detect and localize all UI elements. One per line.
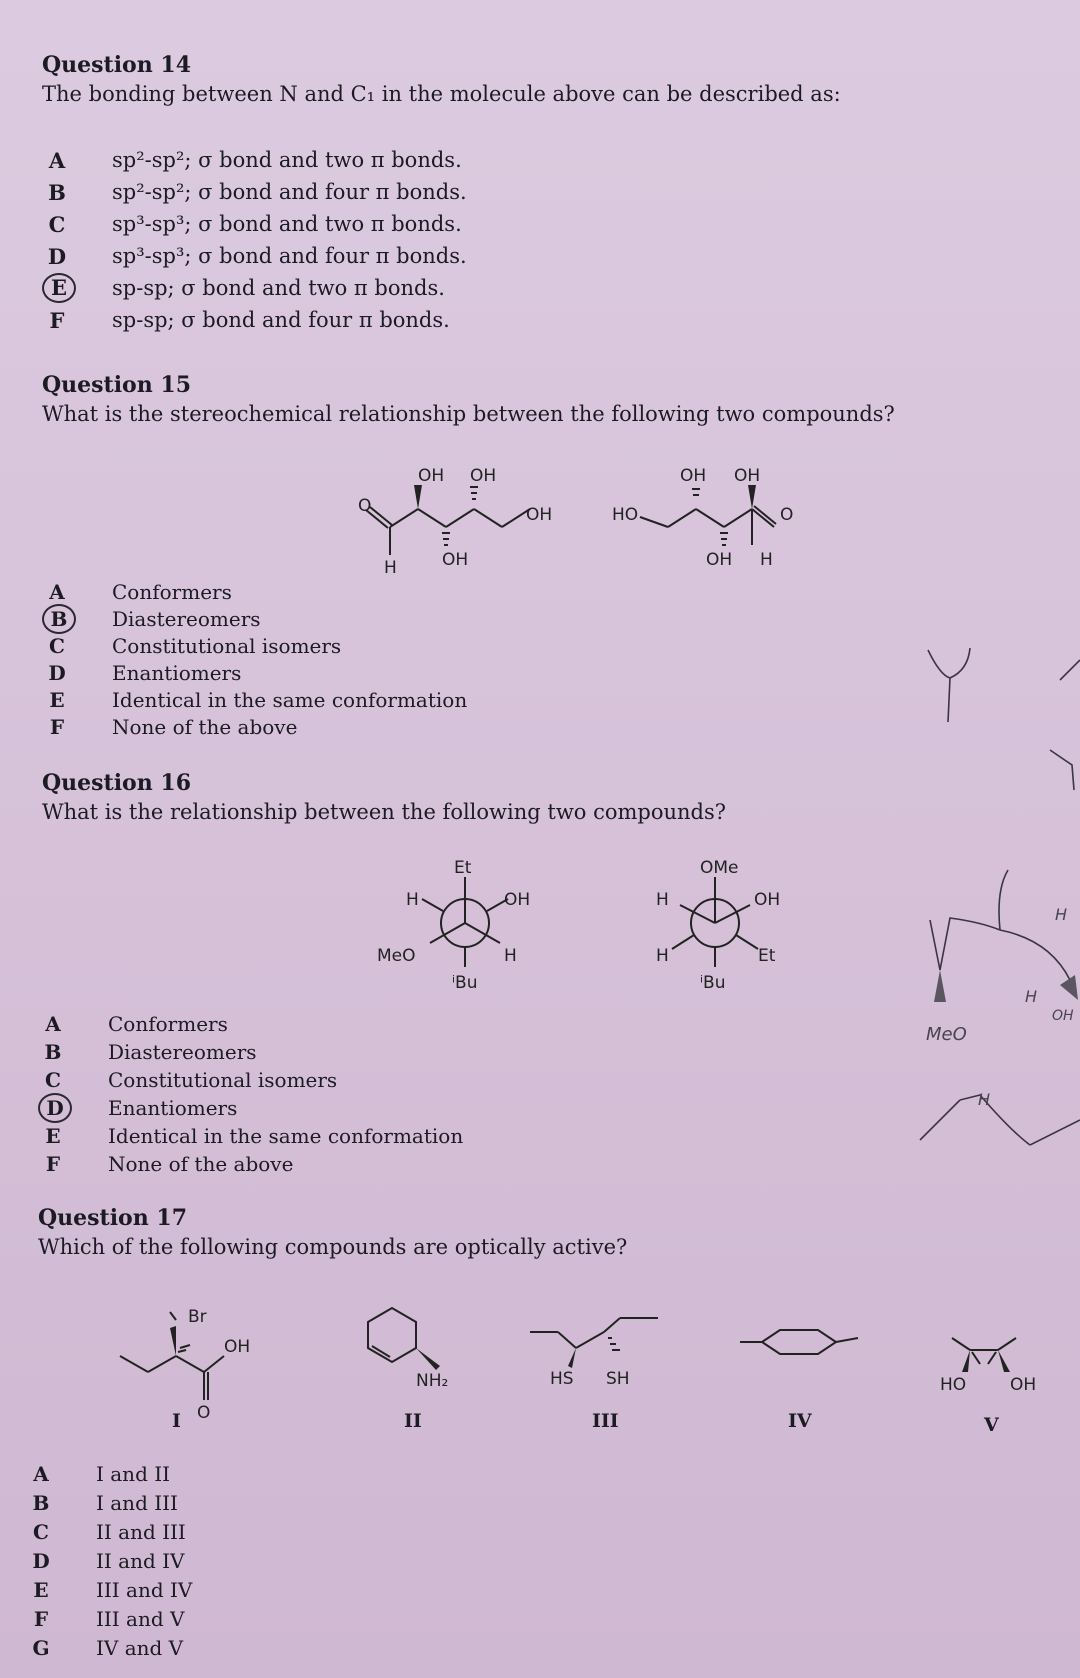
option-letter: E (45, 1124, 61, 1148)
option-text: sp²-sp²; σ bond and two π bonds. (112, 148, 462, 172)
option-letter: A (49, 580, 65, 604)
option-letter: E (49, 688, 65, 712)
question-title: Question 14 (42, 52, 192, 78)
option-letter: F (49, 308, 65, 333)
handwritten-text: MeO (926, 1024, 967, 1045)
q17-compounds (100, 1300, 1060, 1440)
option-letter: C (48, 212, 66, 237)
atom-label: OH (526, 505, 553, 525)
question-title: Question 17 (38, 1205, 188, 1231)
option-letter: A (45, 1012, 61, 1036)
atom-label: H (384, 558, 397, 575)
option-text: II and IV (96, 1549, 185, 1573)
option-letter: D (48, 661, 66, 685)
substituent-label: ⁱBu (700, 973, 726, 993)
option-letter-circled: D (38, 1093, 72, 1123)
substituent-label: Et (454, 858, 472, 878)
atom-label: O (780, 505, 794, 525)
option-letter: B (32, 1491, 50, 1515)
option-text: Identical in the same conformation (112, 688, 468, 712)
question-17 (38, 1205, 627, 1259)
question-text: Which of the following compounds are optically active? (38, 1235, 628, 1259)
option-text: III and V (96, 1607, 185, 1631)
option-letter: D (32, 1549, 50, 1573)
substituent-label: ⁱBu (452, 973, 478, 993)
substituent-label: OMe (700, 858, 739, 878)
q15-structures (340, 465, 820, 575)
option-text: sp-sp; σ bond and four π bonds. (112, 308, 450, 332)
question-14 (42, 52, 841, 106)
option-letter: E (33, 1578, 49, 1602)
compound-label: III (592, 1410, 619, 1432)
option-text: I and III (96, 1491, 178, 1515)
option-text: II and III (96, 1520, 186, 1544)
handwritten-text: H (978, 1090, 991, 1109)
substituent-label: OH (754, 890, 781, 910)
handwritten-text: H (1025, 987, 1038, 1006)
atom-label: HO (612, 505, 639, 525)
atom-label: OH (418, 466, 445, 486)
option-text: sp²-sp²; σ bond and four π bonds. (112, 180, 467, 204)
option-letter: G (32, 1636, 50, 1660)
compound-label: I (172, 1410, 181, 1432)
option-letter: C (49, 634, 65, 658)
option-text: Constitutional isomers (112, 634, 342, 658)
substituent-label: H (406, 890, 419, 910)
atom-label: OH (680, 466, 707, 486)
question-text: What is the relationship between the following two compounds? (42, 800, 727, 824)
option-letter: F (49, 715, 65, 739)
compound-label: V (984, 1414, 999, 1436)
handwritten-text: OH (1052, 1008, 1074, 1024)
atom-label: Br (188, 1307, 207, 1327)
atom-label: NH₂ (416, 1371, 449, 1391)
atom-label: HS (550, 1369, 574, 1389)
option-text: sp³-sp³; σ bond and four π bonds. (112, 244, 467, 268)
question-15 (42, 372, 895, 426)
atom-label: SH (606, 1369, 630, 1389)
question-text: What is the stereochemical relationship between the following two compounds? (42, 402, 895, 426)
handwritten-text: H (1055, 905, 1068, 924)
atom-label: O (358, 496, 372, 516)
substituent-label: H (504, 946, 517, 966)
atom-label: OH (734, 466, 761, 486)
option-letter-circled: B (42, 604, 76, 634)
question-16 (42, 770, 726, 824)
atom-label: OH (442, 550, 469, 570)
option-text: Enantiomers (108, 1096, 238, 1120)
option-text: I and II (96, 1462, 171, 1486)
question-title: Question 16 (42, 770, 192, 796)
handwritten-sketch (900, 630, 1080, 1160)
option-letter: F (33, 1607, 49, 1631)
option-text: Conformers (108, 1012, 228, 1036)
option-text: None of the above (108, 1152, 294, 1176)
option-text: Identical in the same conformation (108, 1124, 464, 1148)
atom-label: O (197, 1403, 211, 1423)
option-text: sp³-sp³; σ bond and two π bonds. (112, 212, 462, 236)
option-text: Constitutional isomers (108, 1068, 338, 1092)
atom-label: OH (224, 1337, 251, 1357)
question-text: The bonding between N and C₁ in the molecule above can be described as: (42, 82, 841, 106)
compound-label: IV (788, 1410, 812, 1432)
substituent-label: OH (504, 890, 531, 910)
substituent-label: Et (758, 946, 776, 966)
compound-label: II (404, 1410, 422, 1432)
option-text: sp-sp; σ bond and two π bonds. (112, 276, 445, 300)
atom-label: H (760, 550, 773, 570)
option-text: IV and V (96, 1636, 184, 1660)
option-letter: B (48, 180, 66, 205)
option-text: Enantiomers (112, 661, 242, 685)
option-text: Conformers (112, 580, 232, 604)
option-text: III and IV (96, 1578, 193, 1602)
atom-label: OH (470, 466, 497, 486)
atom-label: OH (706, 550, 733, 570)
option-letter: C (33, 1520, 49, 1544)
option-text: None of the above (112, 715, 298, 739)
substituent-label: MeO (377, 946, 416, 966)
option-text: Diastereomers (108, 1040, 257, 1064)
option-letter: A (48, 148, 66, 173)
option-letter: C (45, 1068, 61, 1092)
option-letter: B (44, 1040, 62, 1064)
q16-newman-projections (370, 855, 810, 995)
option-letter: F (45, 1152, 61, 1176)
substituent-label: H (656, 946, 669, 966)
option-text: Diastereomers (112, 607, 261, 631)
option-letter-circled: E (42, 273, 76, 303)
option-letter: A (33, 1462, 49, 1486)
atom-label: HO (940, 1375, 967, 1395)
substituent-label: H (656, 890, 669, 910)
question-title: Question 15 (42, 372, 192, 398)
option-letter: D (47, 244, 67, 269)
atom-label: OH (1010, 1375, 1037, 1395)
